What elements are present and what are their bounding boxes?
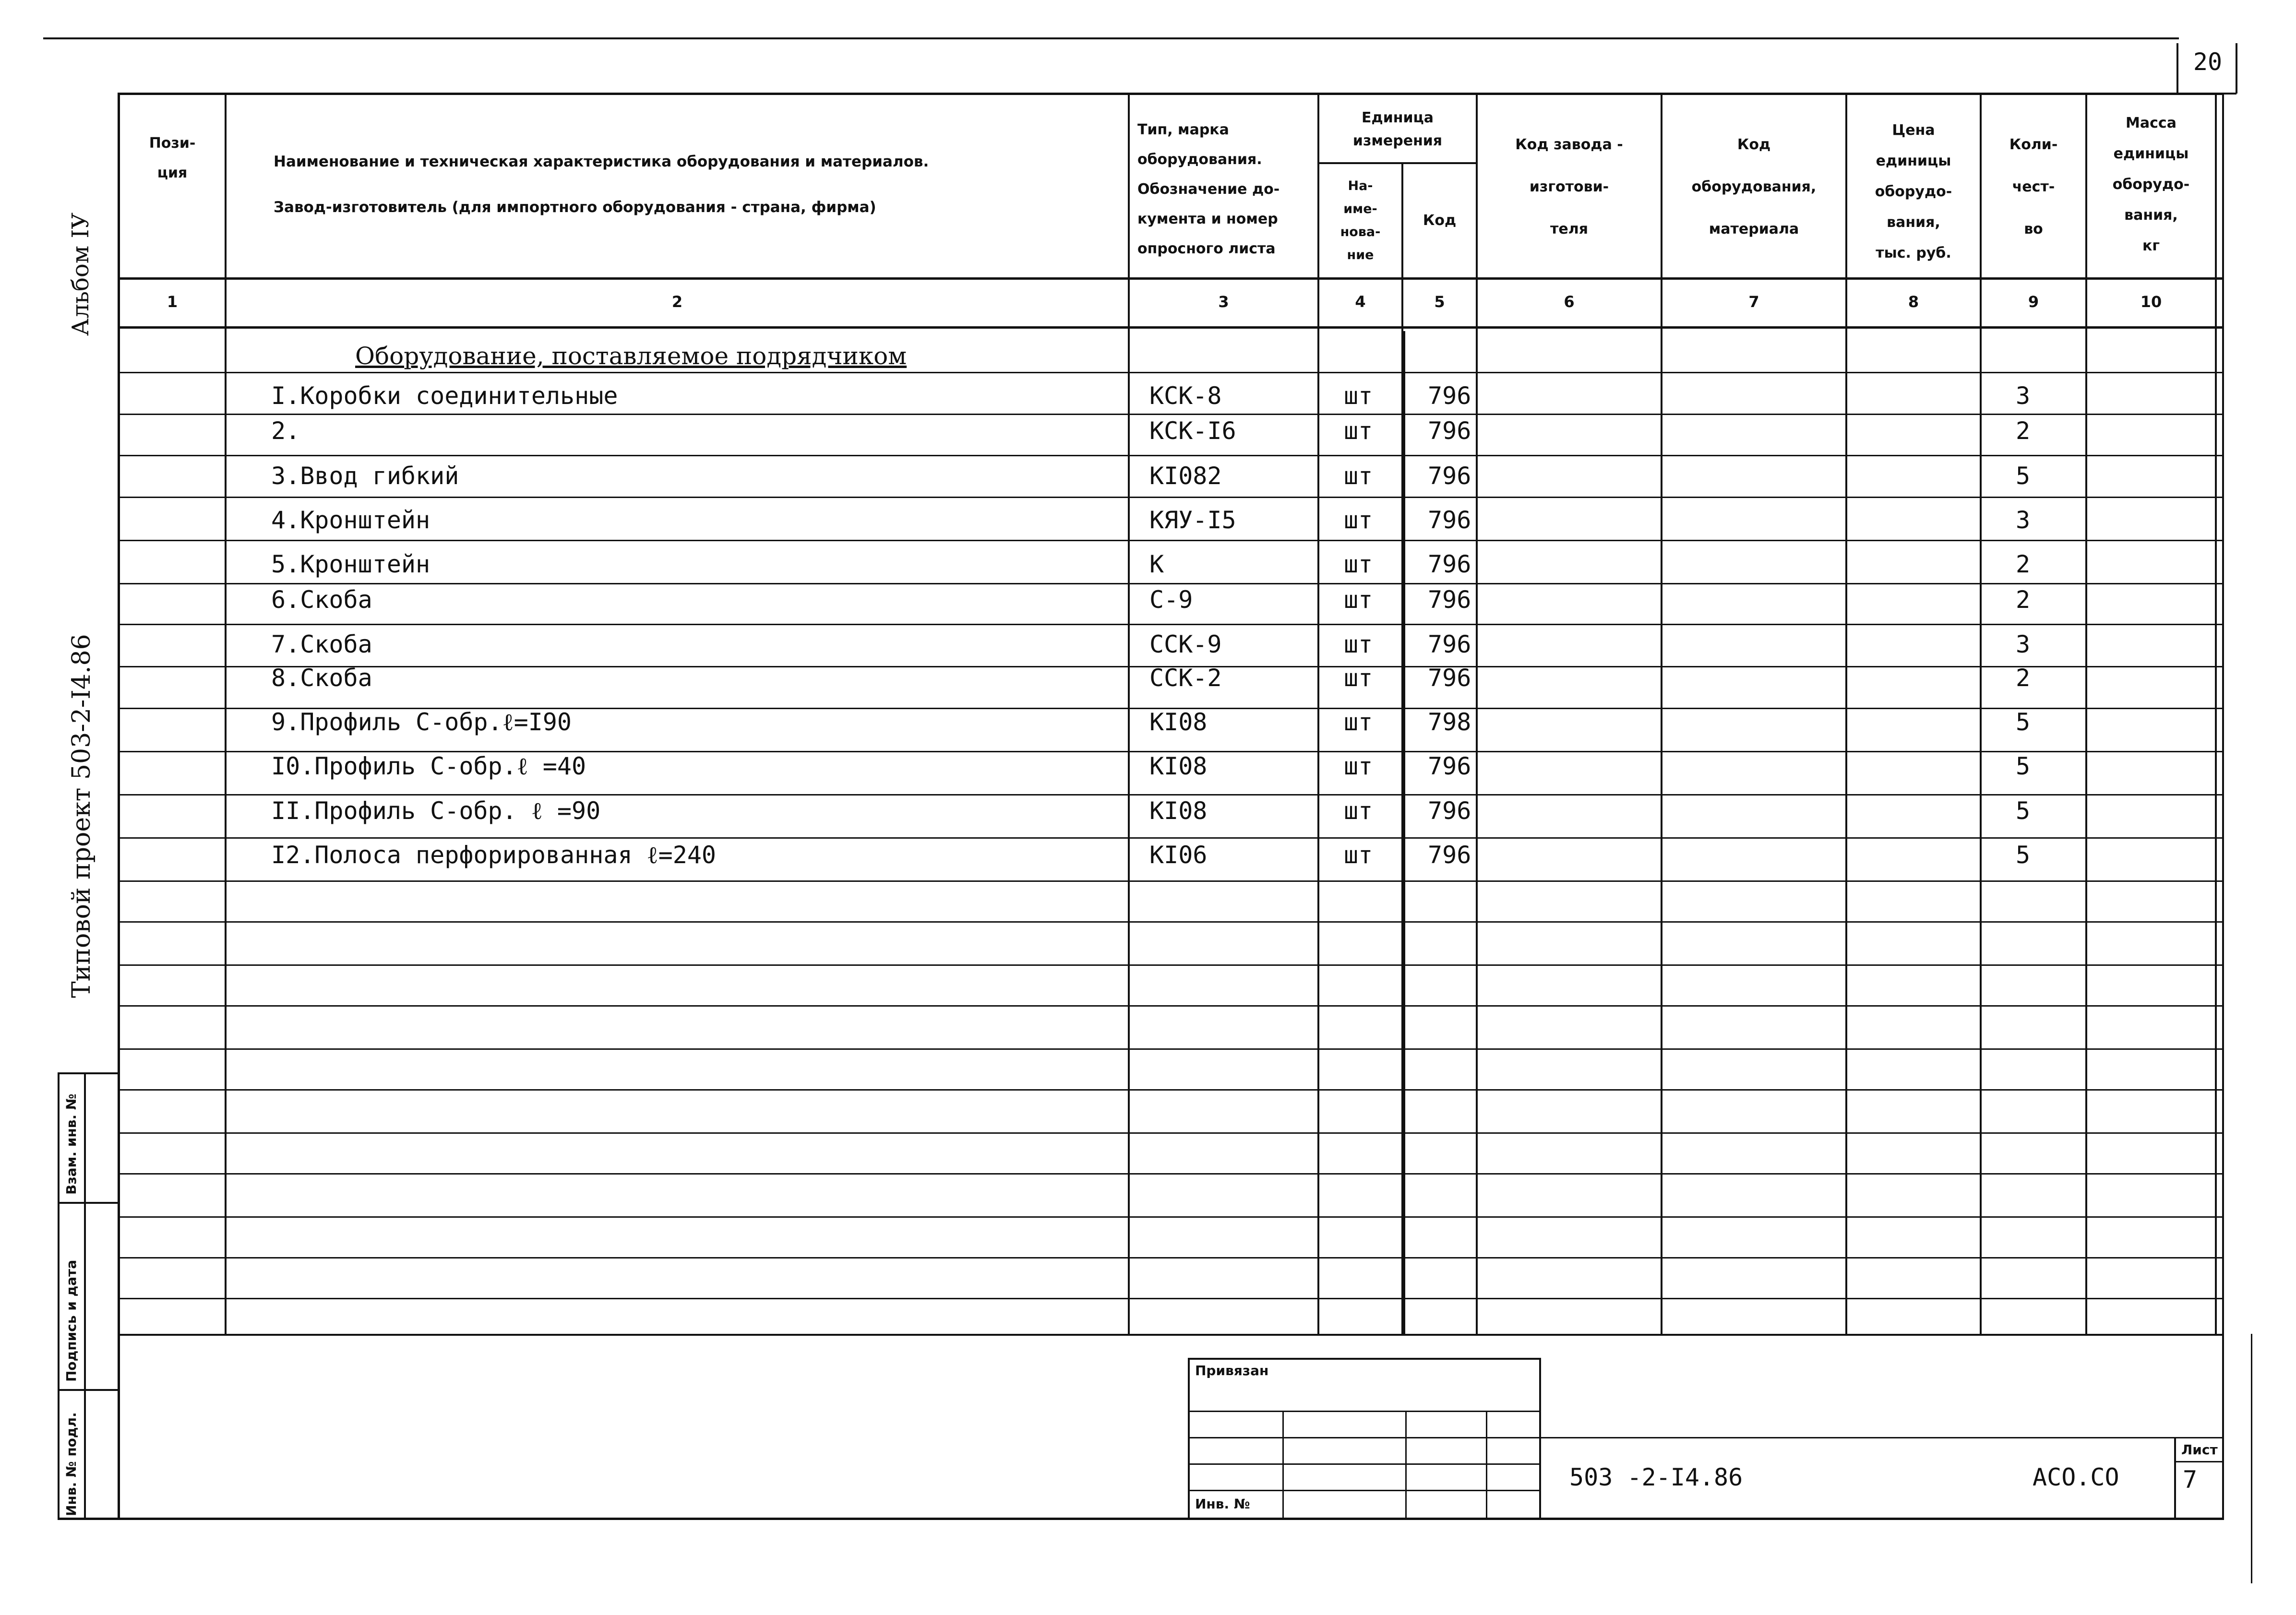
- colnum-7: 7: [1748, 293, 1759, 311]
- col-line-1: [225, 93, 227, 1335]
- header-equipment-code: [1662, 115, 1845, 259]
- header-mass-l2: единицы: [2113, 145, 2189, 162]
- header-quantity-l3: во: [2024, 221, 2043, 238]
- row-type: КI08: [1149, 752, 1208, 780]
- colnum-5: 5: [1434, 293, 1445, 311]
- tb-row3: [1188, 1463, 1541, 1465]
- header-type-l2: оборудования.: [1137, 151, 1262, 168]
- col-line-4b: [1402, 331, 1405, 1334]
- row-separator: [118, 1089, 2222, 1091]
- tb-top: [1188, 1358, 1541, 1360]
- row-unit: шт: [1344, 752, 1373, 780]
- row-unit: шт: [1344, 586, 1373, 614]
- page-number: 20: [2193, 48, 2223, 76]
- row-separator: [118, 1048, 2222, 1050]
- stamp-col-mid: [84, 1072, 86, 1519]
- row-unit: шт: [1344, 708, 1373, 736]
- privyazan-label: Привязан: [1195, 1363, 1269, 1378]
- table-bottom: [118, 1334, 2222, 1336]
- row-unit: шт: [1344, 797, 1373, 825]
- row-type: КI08: [1149, 797, 1208, 825]
- row-code: 798: [1428, 708, 1471, 736]
- row-separator: [118, 794, 2222, 796]
- doc-code: 503 -2-I4.86: [1569, 1463, 1743, 1491]
- section-code: АСО.СО: [2033, 1463, 2119, 1491]
- row-separator: [118, 414, 2222, 415]
- header-equipment-code-l2: оборудования,: [1691, 178, 1817, 195]
- row-code: 796: [1428, 797, 1471, 825]
- row-code: 796: [1428, 630, 1471, 658]
- row-separator: [118, 880, 2222, 882]
- row-separator: [118, 540, 2222, 541]
- row-type: КI082: [1149, 462, 1222, 490]
- header-price-l1: Цена: [1892, 122, 1935, 139]
- row-code: 796: [1428, 462, 1471, 490]
- header-quantity-l2: чест-: [2012, 178, 2055, 195]
- header-unit: [1319, 98, 1476, 161]
- top-rule: [43, 37, 2179, 39]
- header-unit-name: [1319, 166, 1401, 276]
- header-position-l2: ция: [157, 165, 188, 181]
- header-unit-name-l1: На-: [1348, 178, 1373, 193]
- header-type-l3: Обозначение до-: [1137, 181, 1280, 198]
- colnum-8: 8: [1908, 293, 1919, 311]
- col-line-6: [1661, 93, 1662, 1335]
- header-name: [274, 139, 929, 230]
- colnum-2: 2: [671, 293, 683, 311]
- stamp-sep-1: [58, 1202, 120, 1204]
- colnum-9: 9: [2028, 293, 2039, 311]
- row-separator: [118, 497, 2222, 498]
- row-qty: 5: [2016, 841, 2031, 869]
- row-code: 796: [1428, 417, 1471, 445]
- row-unit: шт: [1344, 462, 1373, 490]
- header-price-l2: единицы: [1876, 153, 1951, 169]
- inv-no-label: Инв. №: [1195, 1496, 1250, 1512]
- row-qty: 5: [2016, 708, 2031, 736]
- header-mass-l4: вания,: [2124, 207, 2178, 224]
- col-line-3: [1317, 93, 1319, 1335]
- page-number-box-right: [2236, 43, 2237, 94]
- row-unit: шт: [1344, 417, 1373, 445]
- row-qty: 2: [2016, 550, 2031, 578]
- row-separator: [118, 1298, 2222, 1299]
- header-factory-code: [1478, 115, 1661, 259]
- row-name: 9.Профиль С-обр.ℓ=I90: [271, 708, 572, 736]
- header-position: [120, 125, 225, 192]
- row-unit: шт: [1344, 550, 1373, 578]
- row-name: 3.Ввод гибкий: [271, 462, 459, 490]
- header-price-l4: вания,: [1887, 214, 1940, 231]
- header-name-l1: Наименование и техническая характеристика оборудования и материалов.: [274, 153, 929, 170]
- row-separator: [118, 1257, 2222, 1259]
- header-quantity-l1: Коли-: [2009, 136, 2058, 153]
- header-bottom: [118, 277, 2222, 280]
- row-unit: шт: [1344, 382, 1373, 410]
- header-factory-code-l2: изготови-: [1529, 178, 1609, 195]
- stamp-col-top: [58, 1072, 120, 1074]
- stamp-label-inv: Инв. № подл.: [63, 1412, 79, 1516]
- row-type: КСК-I6: [1149, 417, 1236, 445]
- row-qty: 3: [2016, 506, 2031, 534]
- tb-col3: [1486, 1411, 1487, 1519]
- row-qty: 5: [2016, 752, 2031, 780]
- row-type: ССК-2: [1149, 664, 1222, 692]
- frame-bottom: [58, 1518, 2224, 1520]
- row-qty: 5: [2016, 797, 2031, 825]
- tb-row1: [1188, 1411, 1541, 1412]
- header-unit-code-l1: Код: [1423, 212, 1457, 229]
- row-name: I.Коробки соединительные: [271, 382, 618, 410]
- row-type: С-9: [1149, 586, 1193, 614]
- row-separator: [118, 1132, 2222, 1134]
- header-unit-l2: измерения: [1352, 132, 1443, 149]
- table-top: [118, 93, 2222, 95]
- tb-main-top: [1541, 1437, 2222, 1438]
- row-qty: 2: [2016, 664, 2031, 692]
- header-equipment-code-l3: материала: [1709, 221, 1799, 238]
- header-factory-code-l1: Код завода -: [1515, 136, 1623, 153]
- row-qty: 5: [2016, 462, 2031, 490]
- row-separator: [118, 921, 2222, 923]
- tb-row2: [1188, 1437, 1541, 1438]
- row-type: КСК-8: [1149, 382, 1222, 410]
- sheet-number: 7: [2183, 1466, 2198, 1494]
- row-separator: [118, 372, 2222, 373]
- frame-right: [2222, 93, 2224, 1520]
- header-quantity: [1982, 115, 2085, 259]
- row-unit: шт: [1344, 630, 1373, 658]
- row-name: 2.: [271, 417, 300, 445]
- row-type: КI06: [1149, 841, 1208, 869]
- tb-sheet-left: [2174, 1437, 2176, 1519]
- row-code: 796: [1428, 664, 1471, 692]
- colnum-10: 10: [2140, 293, 2162, 311]
- row-separator: [118, 455, 2222, 456]
- row-name: 7.Скоба: [271, 630, 372, 658]
- tb-col1: [1282, 1411, 1284, 1519]
- header-type-l4: кумента и номер: [1137, 211, 1278, 227]
- header-unit-l1: Единица: [1362, 109, 1434, 126]
- row-code: 796: [1428, 506, 1471, 534]
- col-line-8: [1980, 93, 1982, 1335]
- row-unit: шт: [1344, 506, 1373, 534]
- header-mass-l1: Масса: [2126, 115, 2176, 131]
- stamp-sep-2: [58, 1389, 120, 1391]
- row-unit: шт: [1344, 841, 1373, 869]
- header-type: [1137, 115, 1315, 264]
- row-separator: [118, 583, 2222, 584]
- header-position-l1: Пози-: [149, 135, 196, 152]
- row-qty: 2: [2016, 586, 2031, 614]
- row-code: 796: [1428, 586, 1471, 614]
- row-type: КI08: [1149, 708, 1208, 736]
- tb-row4: [1188, 1490, 1541, 1491]
- stamp-col-left: [58, 1072, 60, 1519]
- header-price: [1847, 110, 1980, 273]
- tb-sheet-mid: [2174, 1461, 2222, 1462]
- col-line-2: [1128, 93, 1130, 1335]
- row-code: 796: [1428, 841, 1471, 869]
- row-name: 4.Кронштейн: [271, 506, 430, 534]
- header-type-l1: Тип, марка: [1137, 121, 1229, 138]
- row-separator: [118, 1005, 2222, 1007]
- colnum-6: 6: [1564, 293, 1575, 311]
- row-separator: [118, 624, 2222, 625]
- row-name: II.Профиль С-обр. ℓ =90: [271, 797, 601, 825]
- header-price-l3: оборудо-: [1875, 183, 1952, 200]
- col-line-5: [1476, 93, 1478, 1335]
- unit-divider: [1317, 162, 1476, 164]
- row-name: 8.Скоба: [271, 664, 372, 692]
- row-separator: [118, 964, 2222, 966]
- header-name-l2: Завод-изготовитель (для импортного оборудования - страна, фирма): [274, 199, 876, 216]
- row-separator: [118, 1216, 2222, 1218]
- col-line-9: [2085, 93, 2087, 1335]
- sheet-label: Лист: [2181, 1442, 2218, 1458]
- colnum-3: 3: [1218, 293, 1229, 311]
- header-type-l5: опросного листа: [1137, 240, 1276, 257]
- row-code: 796: [1428, 550, 1471, 578]
- stamp-label-podpis: Подпись и дата: [63, 1259, 79, 1382]
- row-name: 5.Кронштейн: [271, 550, 430, 578]
- col-line-10: [2215, 93, 2217, 1335]
- colnum-1: 1: [167, 293, 178, 311]
- header-mass-l3: оборудо-: [2112, 176, 2190, 193]
- right-edge-tick: [2251, 1334, 2252, 1583]
- header-equipment-code-l1: Код: [1737, 136, 1771, 153]
- row-type: КЯУ-I5: [1149, 506, 1236, 534]
- col-line-7: [1845, 93, 1847, 1335]
- row-qty: 2: [2016, 417, 2031, 445]
- header-mass: [2087, 103, 2215, 266]
- row-unit: шт: [1344, 664, 1373, 692]
- row-qty: 3: [2016, 382, 2031, 410]
- section-title: Оборудование, поставляемое подрядчиком: [355, 342, 907, 370]
- row-name: I0.Профиль С-обр.ℓ =40: [271, 752, 586, 780]
- header-price-l5: тыс. руб.: [1876, 245, 1951, 261]
- row-name: I2.Полоса перфорированная ℓ=240: [271, 841, 717, 869]
- header-unit-code: [1403, 166, 1476, 276]
- colnum-bottom: [118, 326, 2222, 329]
- header-factory-code-l3: теля: [1550, 221, 1588, 238]
- colnum-4: 4: [1355, 293, 1366, 311]
- header-unit-name-l3: нова-: [1340, 225, 1381, 239]
- row-separator: [118, 1173, 2222, 1175]
- album-label: Альбом IУ: [67, 212, 94, 336]
- row-name: 6.Скоба: [271, 586, 372, 614]
- page-number-box-left: [2176, 43, 2178, 94]
- header-unit-name-l4: ние: [1347, 248, 1374, 262]
- stamp-label-vzam: Взам. инв. №: [63, 1093, 79, 1195]
- row-qty: 3: [2016, 630, 2031, 658]
- header-unit-name-l2: име-: [1343, 202, 1377, 216]
- row-separator: [118, 837, 2222, 839]
- row-code: 796: [1428, 382, 1471, 410]
- row-code: 796: [1428, 752, 1471, 780]
- tb-col2: [1405, 1411, 1407, 1519]
- project-label: Типовой проект 503-2-I4.86: [67, 634, 96, 998]
- row-type: К: [1149, 550, 1164, 578]
- header-mass-l5: кг: [2142, 238, 2160, 254]
- row-type: ССК-9: [1149, 630, 1222, 658]
